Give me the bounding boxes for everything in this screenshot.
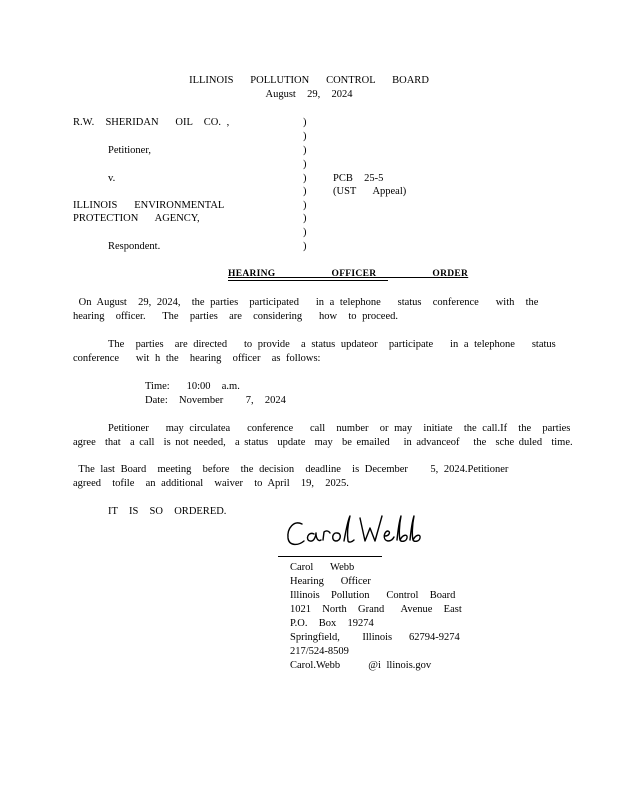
handwritten-signature [284, 510, 424, 556]
signer-name: Carol Webb [290, 562, 355, 573]
signer-street-address: 1021 North Grand Avenue East [290, 604, 462, 615]
caption-paren: ) [303, 241, 307, 252]
caption-paren: ) [303, 131, 307, 142]
document-date: August 29, 2024 [265, 89, 353, 100]
order-heading: HEARING OFFICER ORDER [228, 269, 469, 279]
signer-organization: Illinois Pollution Control Board [290, 590, 456, 601]
signature-line [278, 556, 382, 557]
paragraph-4-line-1: The last Board meeting before the decision deadline is December 5, 2024.Petitioner [73, 464, 509, 475]
schedule-date: Date: November 7, 2024 [145, 395, 286, 406]
case-type: (UST Appeal) [333, 186, 407, 197]
paragraph-3-line-2: agree that a call is not needed, a status update may be emailed in advanceof the sche duled time. [73, 437, 573, 448]
caption-petitioner-role: Petitioner, [108, 145, 152, 156]
order-heading-rule [228, 280, 388, 281]
paragraph-1-line-1: On August 29, 2024, the parties participated in a telephone status conference with the [73, 297, 539, 308]
caption-paren: ) [303, 117, 307, 128]
caption-paren: ) [303, 200, 307, 211]
signer-po-box: P.O. Box 19274 [290, 618, 374, 629]
signer-title: Hearing Officer [290, 576, 371, 587]
caption-versus: v. [108, 173, 116, 184]
schedule-time: Time: 10:00 a.m. [145, 381, 240, 392]
caption-respondent-role: Respondent. [108, 241, 161, 252]
caption-paren: ) [303, 227, 307, 238]
caption-paren: ) [303, 173, 307, 184]
caption-paren: ) [303, 186, 307, 197]
case-number: PCB 25-5 [333, 173, 384, 184]
paragraph-1-line-2: hearing officer. The parties are considering how to proceed. [73, 311, 398, 322]
caption-respondent-name-1: ILLINOIS ENVIRONMENTAL [73, 200, 225, 211]
board-name: ILLINOIS POLLUTION CONTROL BOARD [189, 75, 429, 86]
caption-respondent-name-2: PROTECTION AGENCY, [73, 213, 200, 224]
paragraph-2-line-2: conference wit h the hearing officer as follows: [73, 353, 321, 364]
paragraph-3-line-1: Petitioner may circulatea conference call number or may initiate the call.If the parties [108, 423, 571, 434]
signer-city: Springfield, Illinois 62794-9274 [290, 632, 460, 643]
paragraph-4-line-2: agreed tofile an additional waiver to April 19, 2025. [73, 478, 349, 489]
paragraph-2-line-1: The parties are directed to provide a status updateor participate in a telephone status [108, 339, 556, 350]
caption-petitioner-name: R.W. SHERIDAN OIL CO. , [73, 117, 230, 128]
caption-paren: ) [303, 145, 307, 156]
closing-statement: IT IS SO ORDERED. [108, 506, 227, 517]
caption-paren: ) [303, 159, 307, 170]
caption-paren: ) [303, 213, 307, 224]
signer-email: Carol.Webb @i llinois.gov [290, 660, 432, 671]
signer-phone: 217/524-8509 [290, 646, 349, 657]
